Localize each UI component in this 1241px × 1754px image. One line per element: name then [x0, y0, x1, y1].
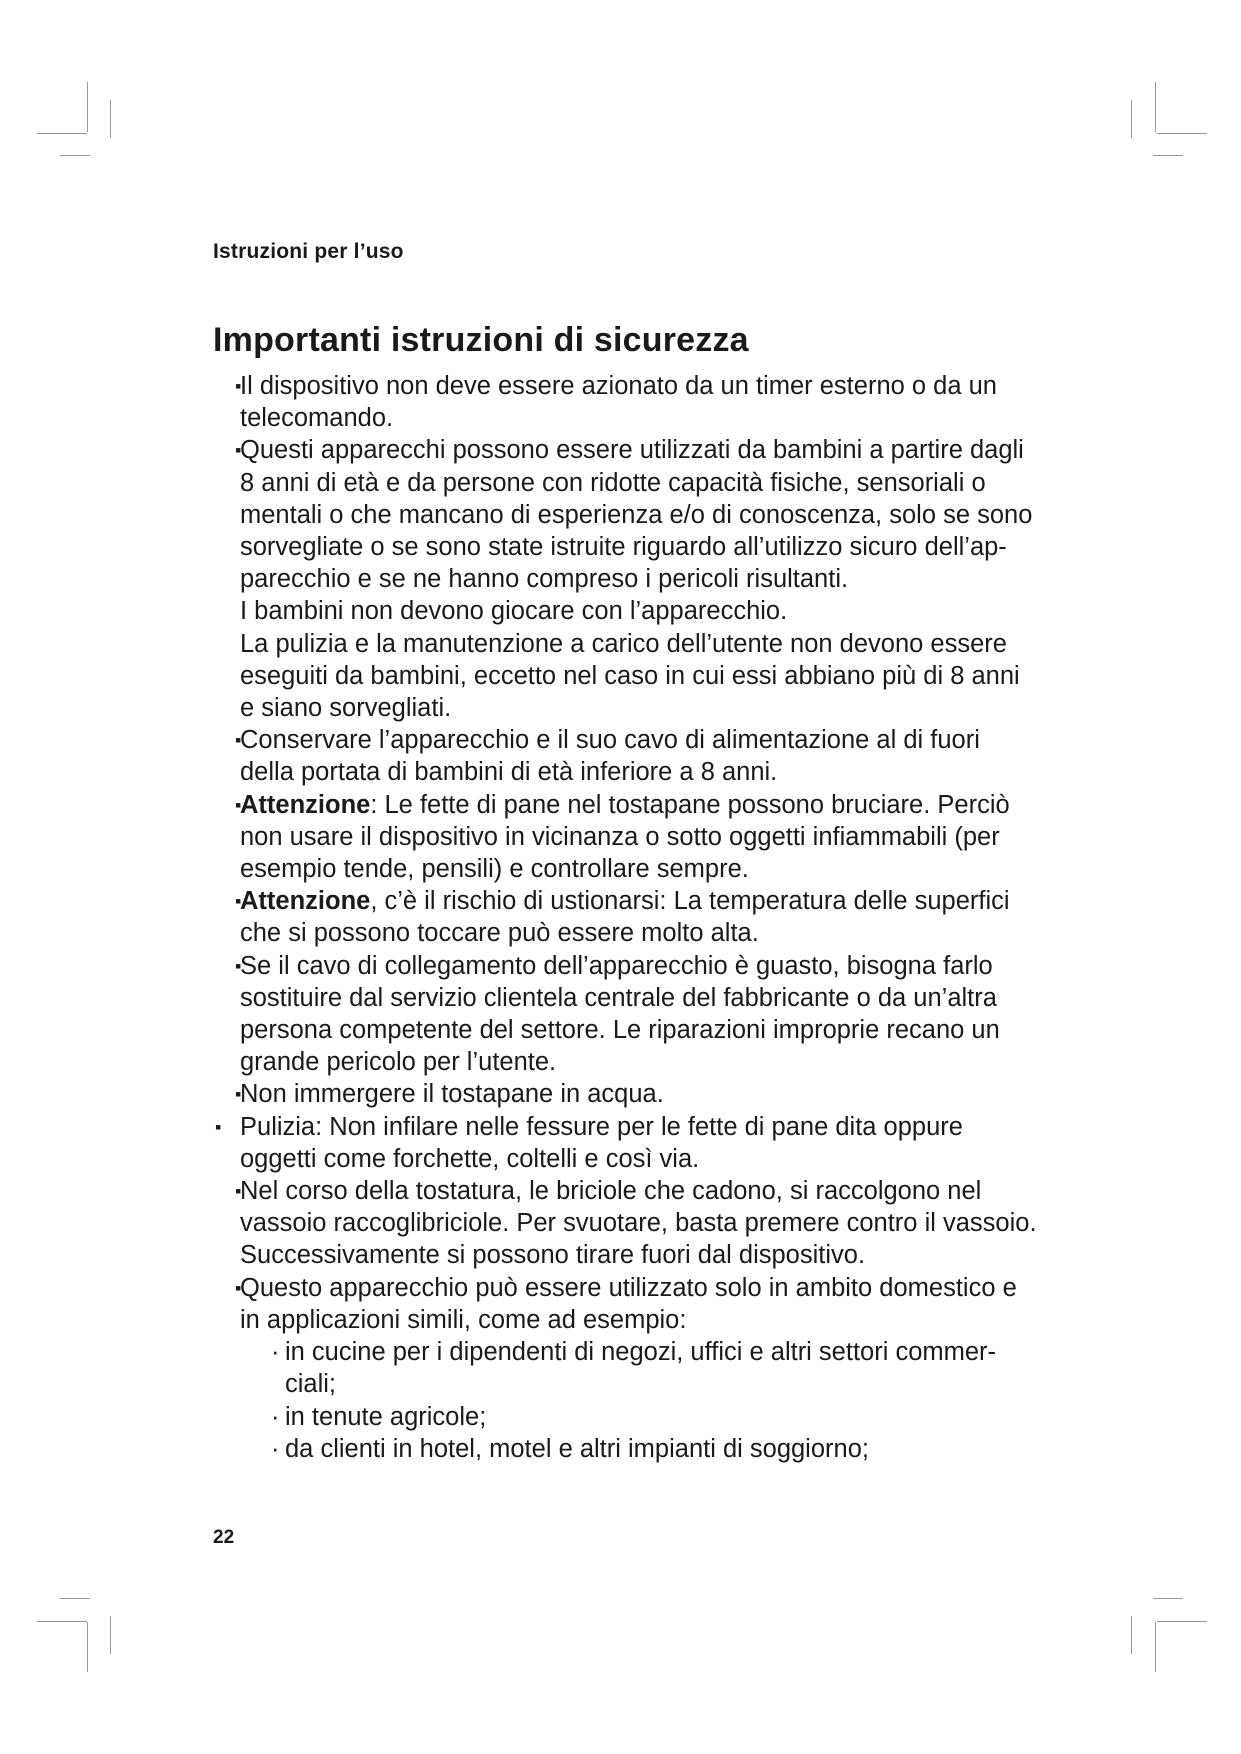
bullet-icon: ▪	[235, 1277, 242, 1298]
list-item: ▪ Conservare l’apparecchio e il suo cavo di alimentazione al di fuori della portata di bambini di età inferiore a 8 anni.	[235, 726, 980, 787]
safety-instructions	[213, 370, 1113, 1465]
bullet-icon: ▪	[235, 794, 242, 815]
bullet-icon: ▪	[235, 955, 242, 976]
warning-label: Attenzione	[240, 790, 371, 819]
sub-list-item: · da clienti in hotel, motel e altri impianti di soggiorno;	[213, 1433, 1113, 1465]
list-item: ▪ Attenzione: Le fette di pane nel tostapane possono bruciare. Perciò non usare il dispositivo in vicinanza o sotto oggetti infiammabili (per esempio tende, pensili) e controllare sempre.	[235, 790, 1010, 884]
list-item: ▪ Pulizia: Non infilare nelle fessure per le fette di pane dita oppure oggetti come forchette, coltelli e così via.	[215, 1112, 963, 1173]
list-item: ▪ Questi apparecchi possono essere utilizzati da bambini a partire dagli 8 anni di età e da persone con ridotte capacità fisiche, sensoriali o mentali o che mancano di esperienza e/o di conoscenza, solo se sono sorvegliate o se sono state istruite riguardo all’utilizzo sicuro dell’ap- parecchio e se ne hanno compreso i pericoli risultanti.	[235, 436, 1033, 594]
sub-list-item: · in cucine per i dipendenti di negozi, uffici e altri settori commer- ciali;	[271, 1338, 997, 1399]
bullet-icon: ▪	[235, 730, 242, 751]
bullet-icon: ▪	[235, 891, 242, 912]
bullet-icon: ▪	[235, 440, 242, 461]
list-item: ▪ Nel corso della tostatura, le briciole che cadono, si raccolgono nel vassoio raccoglibriciole. Per svuotare, basta premere contro il vassoio. Successivamente si possono tirare fuori dal dispositivo.	[235, 1177, 1037, 1270]
bullet-icon: ▪	[235, 1084, 242, 1105]
page-number: 22	[213, 1527, 235, 1548]
sub-bullet-icon: ·	[271, 1434, 280, 1463]
sub-list-item: · in tenute agricole;	[213, 1401, 1113, 1433]
list-item: ▪ Il dispositivo non deve essere azionato da un timer esterno o da un telecomando.	[235, 372, 997, 433]
list-item: ▪ Non immergere il tostapane in acqua.	[213, 1078, 1113, 1110]
warning-label: Attenzione	[240, 887, 371, 916]
page-title: Importanti istruzioni di sicurezza	[213, 321, 749, 359]
list-item: ▪ Attenzione, c’è il rischio di ustionarsi: La temperatura delle superfici che si possono toccare può essere molto alta.	[235, 887, 1010, 948]
section-header: Istruzioni per l’uso	[213, 240, 404, 263]
list-item: ▪ Se il cavo di collegamento dell’apparecchio è guasto, bisogna farlo sostituire dal servizio clientela centrale del fabbricante o da un’altra persona competente del settore. Le riparazioni improprie recano un grande pericolo per l’utente.	[235, 951, 1000, 1077]
sub-bullet-icon: ·	[271, 1338, 280, 1367]
bullet-icon: ▪	[215, 1116, 222, 1137]
bullet-icon: ▪	[235, 1181, 242, 1202]
bullet-icon: ▪	[235, 376, 242, 396]
sub-bullet-icon: ·	[271, 1402, 280, 1431]
paragraph: I bambini non devono giocare con l’apparecchio.	[240, 597, 788, 626]
paragraph: La pulizia e la manutenzione a carico dell’utente non devono essere eseguiti da bambini, eccetto nel caso in cui essi abbiano più di 8 anni e siano sorvegliati.	[240, 629, 1020, 723]
list-item: ▪ Questo apparecchio può essere utilizzato solo in ambito domestico e in applicazioni simili, come ad esempio:	[235, 1273, 1017, 1334]
